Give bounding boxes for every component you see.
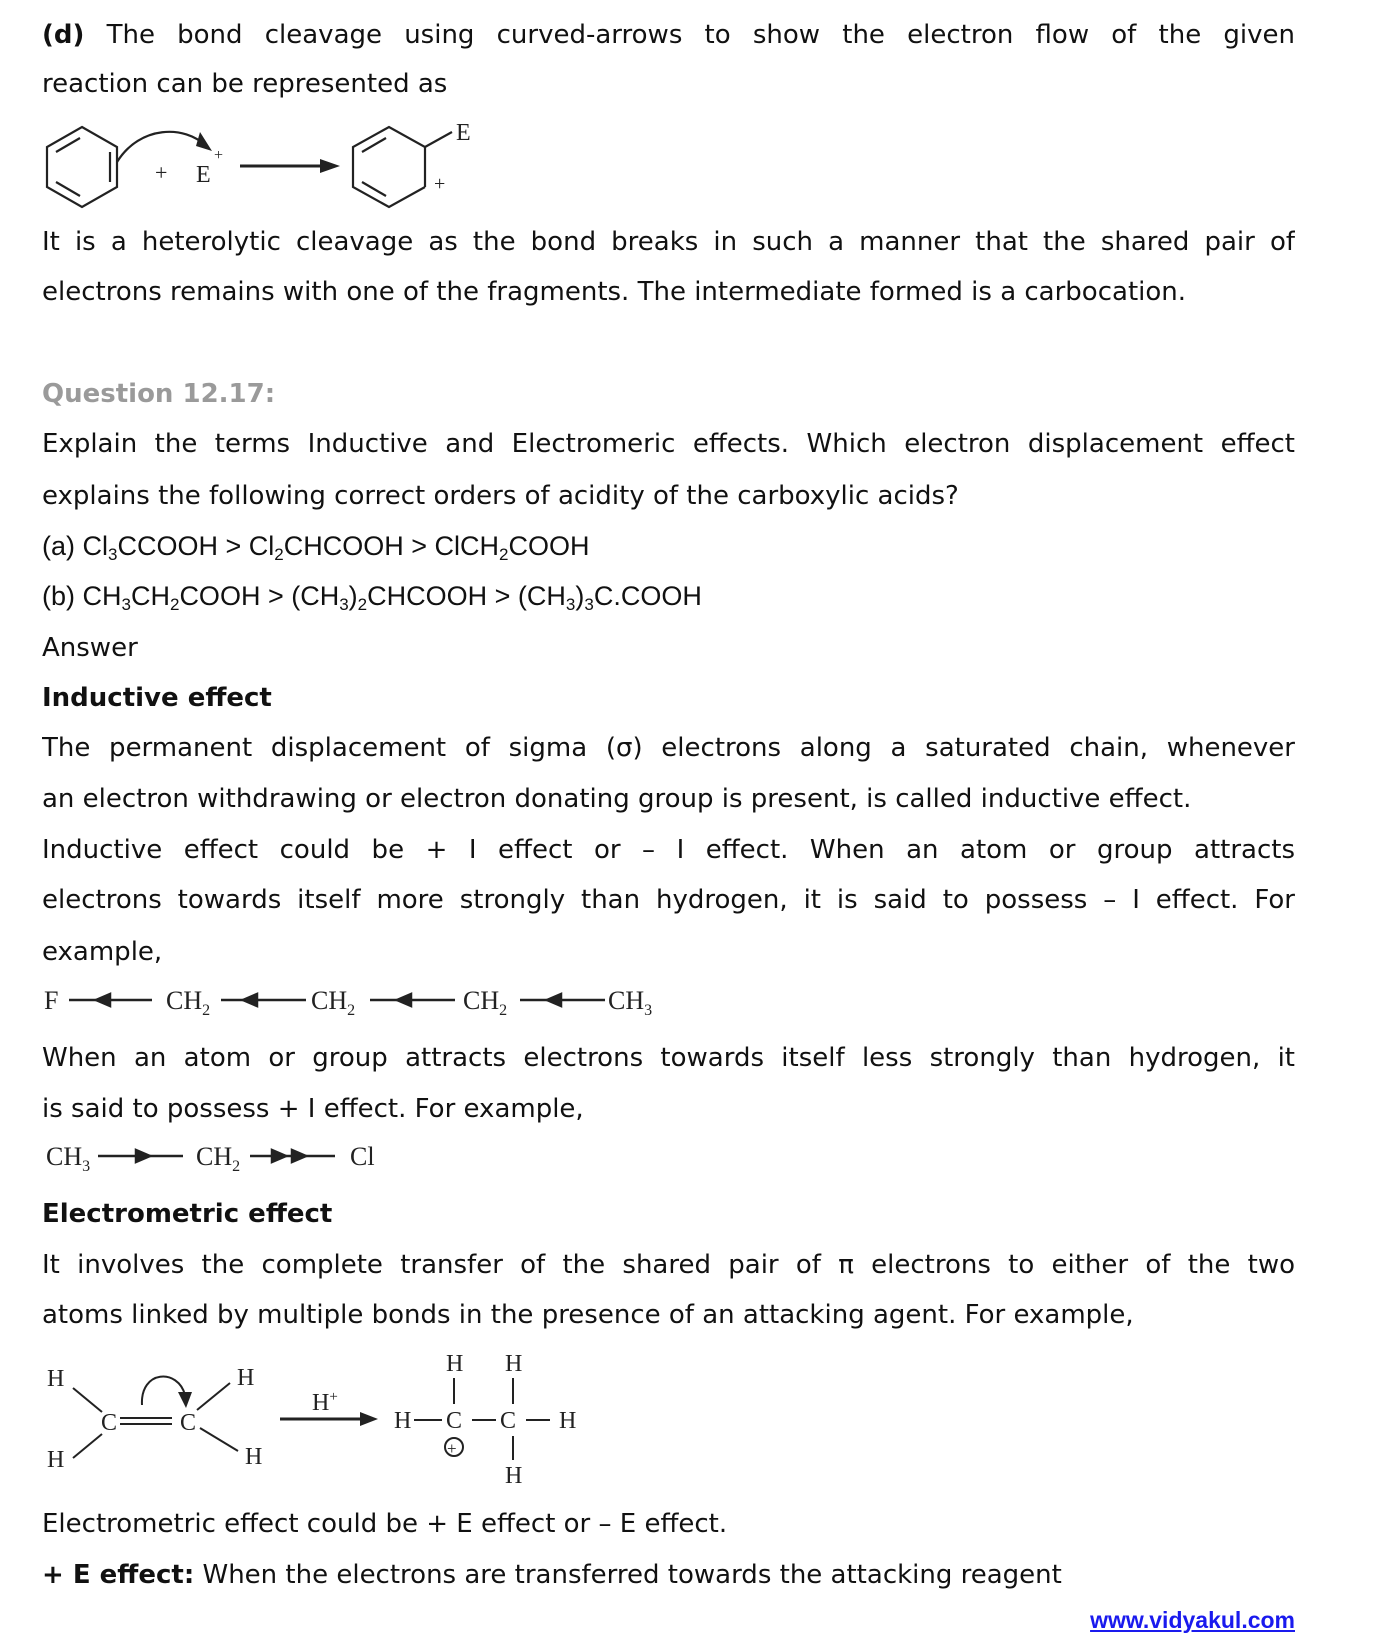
svg-text:H: H: [394, 1408, 412, 1434]
svg-text:CH3: $CH_3$: [608, 986, 653, 1019]
arrowhead: [320, 159, 340, 173]
svg-text:H: H: [446, 1351, 464, 1377]
text-line: example,: [42, 937, 163, 967]
svg-text:F: F: [44, 986, 59, 1015]
text-line: It involves the complete transfer of the shared pair of π electrons to either of the two: [42, 1250, 1295, 1280]
benzene-ring: [47, 127, 117, 207]
text-line: electrons remains with one of the fragments. The intermediate formed is a carbocation.: [42, 277, 1187, 307]
svg-text:H: H: [505, 1463, 523, 1489]
svg-text:CH2: $CH_2$: [166, 986, 211, 1019]
question-option-b: (b) $CH_3CH_2COOH$ > $(CH_3)_2CHCOOH$ > $(CH_3)_3C.COOH$: [42, 581, 702, 614]
question-title: Question 12.17:: [42, 379, 276, 409]
svg-text:H: H: [47, 1366, 65, 1392]
text-line: Inductive effect could be + I effect or – I effect. When an atom or group attracts: [42, 835, 1295, 865]
svg-text:H: H: [237, 1365, 255, 1391]
svg-text:CH2: $CH_2$: [196, 1142, 241, 1175]
svg-text:H: H: [245, 1444, 263, 1470]
svg-text:C: C: [500, 1408, 517, 1434]
svg-text:H+: H+: [312, 1389, 338, 1416]
electrometric-heading: Electrometric effect: [42, 1199, 333, 1229]
text-line: The permanent displacement of sigma (σ) electrons along a saturated chain, whenever: [42, 733, 1295, 763]
svg-text:CH2: $CH_2$: [311, 986, 356, 1019]
question-text: Explain the terms Inductive and Electromeric effects. Which electron displacement effect: [42, 429, 1295, 459]
text-line: When an atom or group attracts electrons towards itself less strongly than hydrogen, it: [42, 1043, 1295, 1073]
bond-cleavage-diagram: [0, 0, 500, 230]
plus-e-label: + E effect:: [42, 1560, 195, 1590]
charge: +: [214, 147, 224, 164]
carbocation-ring: [353, 127, 452, 207]
svg-text:C: C: [180, 1410, 197, 1436]
text-line: atoms linked by multiple bonds in the presence of an attacking agent. For example,: [42, 1300, 1134, 1330]
svg-text:C: C: [446, 1408, 463, 1434]
curved-arrow: [117, 132, 206, 162]
text-line: Electrometric effect could be + E effect or – E effect.: [42, 1509, 728, 1539]
carbocation-charge: +: [434, 173, 446, 195]
inductive-heading: Inductive effect: [42, 683, 272, 713]
question-text: explains the following correct orders of acidity of the carboxylic acids?: [42, 481, 959, 511]
plus-sign: +: [155, 160, 168, 185]
svg-text:CH3: $CH_3$: [46, 1142, 91, 1175]
electrophile: E: [196, 162, 211, 188]
text-line: an electron withdrawing or electron donating group is present, is called inductive effect.: [42, 784, 1192, 814]
part-d-line: reaction can be represented as: [42, 69, 448, 99]
svg-text:CH2: $CH_2$: [463, 986, 508, 1019]
text-line: electrons towards itself more strongly than hydrogen, it is said to possess – I effect. For: [42, 885, 1295, 915]
product-group: E: [456, 120, 471, 146]
question-option-a: (a) $Cl_3CCOOH$ > $Cl_2CHCOOH$ > ClCH$_2$COOH: [42, 531, 590, 564]
text-line: + E effect: When the electrons are transferred towards the attacking reagent: [42, 1560, 1062, 1590]
footer-website-link[interactable]: www.vidyakul.com: [1090, 1607, 1295, 1633]
text-line: is said to possess + I effect. For example,: [42, 1094, 584, 1124]
svg-text:H: H: [559, 1408, 577, 1434]
answer-label: Answer: [42, 633, 138, 663]
text-line: It is a heterolytic cleavage as the bond breaks in such a manner that the shared pair of: [42, 227, 1295, 257]
arrowhead: [196, 132, 212, 151]
part-label: (d): [42, 20, 85, 50]
carbocation-charge: +: [447, 1439, 457, 1458]
electrometric-diagram: [0, 1340, 620, 1500]
text: The bond cleavage using curved-arrows to show the electron flow of the given: [84, 20, 1295, 50]
svg-text:C: C: [101, 1410, 118, 1436]
minus-i-effect-chain: [0, 980, 700, 1020]
plus-i-effect-chain: [0, 1136, 400, 1176]
svg-text:Cl: Cl: [350, 1142, 375, 1171]
svg-text:H: H: [505, 1351, 523, 1377]
svg-text:H: H: [47, 1447, 65, 1473]
